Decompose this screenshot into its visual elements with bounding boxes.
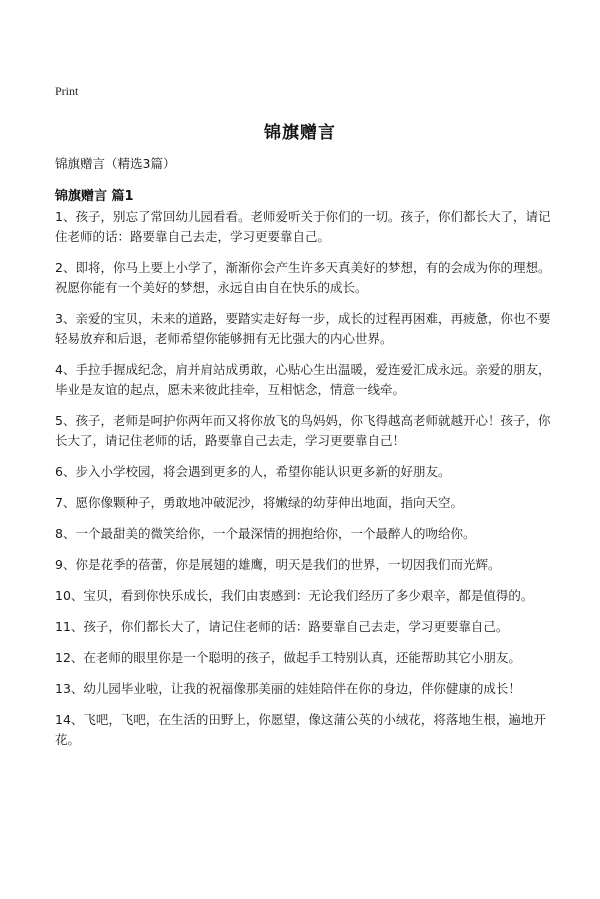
entry-3: 3、亲爱的宝贝，未来的道路，要踏实走好每一步，成长的过程再困难，再疲惫，你也不要轻易放弃和后退，老师希望你能够拥有无比强大的内心世界。 [55, 311, 551, 346]
entry-14: 14、飞吧，飞吧，在生活的田野上，你愿望，像这蒲公英的小绒花，将落地生根，遍地开花。 [55, 712, 546, 747]
entry-11: 11、孩子，你们都长大了，请记住老师的话：路要靠自己去走，学习更要靠自己。 [55, 619, 509, 634]
entry-13: 13、幼儿园毕业啦，让我的祝福像那美丽的娃娃陪伴在你的身边，伴你健康的成长！ [55, 681, 521, 696]
entry-9: 9、你是花季的蓓蕾，你是展翅的雄鹰，明天是我们的世界，一切因我们而光辉。 [55, 557, 501, 572]
section-heading: 锦旗赠言 篇1 [55, 189, 134, 204]
entry-7: 7、愿你像颗种子，勇敢地冲破泥沙，将嫩绿的幼芽伸出地面，指向天空。 [55, 495, 463, 510]
entry-6: 6、步入小学校园，将会遇到更多的人，希望你能认识更多新的好朋友。 [55, 464, 451, 479]
document-title: 锦旗赠言 [264, 123, 336, 143]
entry-5: 5、孩子，老师是呵护你两年而又将你放飞的鸟妈妈，你飞得越高老师就越开心！孩子，你长大了，请记住老师的话，路要靠自己去走，学习更要靠自己！ [55, 413, 551, 448]
print-label: Print [55, 84, 79, 98]
document-subtitle: 锦旗赠言（精选3篇） [55, 156, 176, 171]
entry-12: 12、在老师的眼里你是一个聪明的孩子，做起手工特别认真，还能帮助其它小朋友。 [55, 650, 521, 665]
entry-1: 1、孩子，别忘了常回幼儿园看看。老师爱听关于你们的一切。孩子，你们都长大了，请记住老师的话：路要靠自己去走，学习更要靠自己。 [55, 209, 551, 244]
entry-8: 8、一个最甜美的微笑给你，一个最深情的拥抱给你，一个最醉人的吻给你。 [55, 526, 476, 541]
entry-list [55, 207, 551, 750]
entry-2: 2、即将，你马上要上小学了，渐渐你会产生许多天真美好的梦想，有的会成为你的理想。祝愿你能有一个美好的梦想，永远自由自在快乐的成长。 [55, 260, 551, 295]
entry-4: 4、手拉手握成纪念，肩并肩站成勇敢，心贴心生出温暖，爱连爱汇成永远。亲爱的朋友，毕业是友谊的起点，愿未来彼此挂牵，互相惦念，情意一线牵。 [55, 362, 551, 397]
entry-10: 10、宝贝，看到你快乐成长，我们由衷感到：无论我们经历了多少艰辛，都是值得的。 [55, 588, 534, 603]
